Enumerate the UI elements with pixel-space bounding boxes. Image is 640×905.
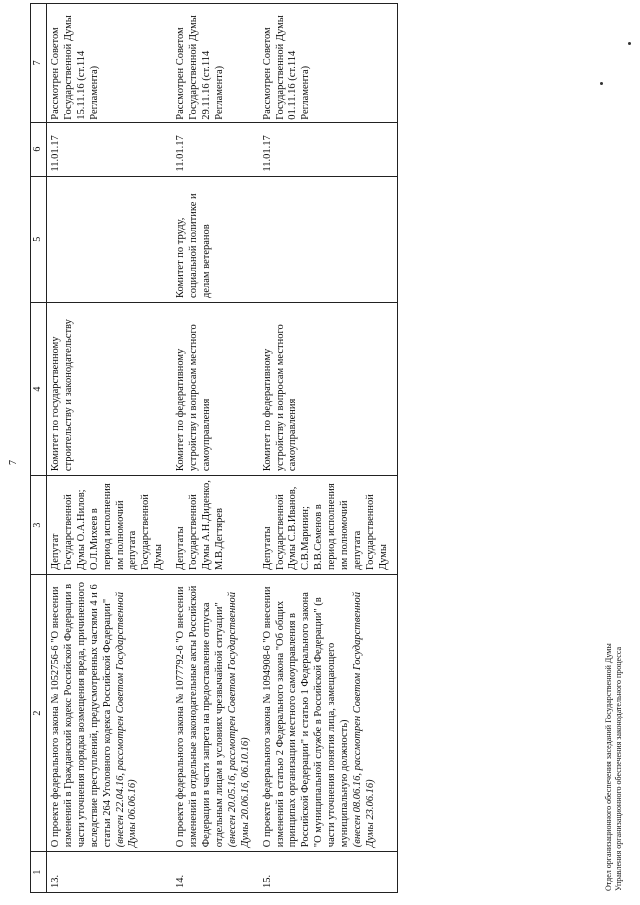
bill-status: Рассмотрен Советом Государственной Думы 01.11.16 (ст.114 Регламента) xyxy=(259,4,398,123)
bill-title: О проекте федерального закона № 1094908-6 "О внесении изменений в статью 2 Федерального закона "Об общих принципах организации местного самоуправления в Российской Федерации" и статью 1 Федерального закона "О муниципальной службе в Российской Федерации" (в части уточнения понятия лица, замещающего муниципальную должность) xyxy=(261,586,351,848)
column-header-4: 4 xyxy=(31,302,47,475)
column-header-3: 3 xyxy=(31,476,47,575)
table-row xyxy=(172,4,258,893)
responsible-committee: Комитет по государственному строительству и законодательству xyxy=(47,302,173,475)
bill-note: (внесен 20.05.16, рассмотрен Советом Государственной Думы 20.06.16, 06.10.16) xyxy=(226,592,251,848)
table-row xyxy=(259,4,398,893)
column-header-7: 7 xyxy=(31,4,47,123)
bill-authors: Депутаты Государственной Думы А.Н.Диденко, М.В.Дегтярев xyxy=(172,476,258,575)
bill-description xyxy=(259,575,398,852)
review-date: 11.01.17 xyxy=(259,122,398,176)
review-date: 11.01.17 xyxy=(47,122,173,176)
bill-note: (внесен 08.06.16, рассмотрен Советом Государственной Думы 23.06.16) xyxy=(351,592,376,848)
column-header-6: 6 xyxy=(31,122,47,176)
bill-status: Рассмотрен Советом Государственной Думы 15.11.16 (ст.114 Регламента) xyxy=(47,4,173,123)
column-header-2: 2 xyxy=(31,575,47,852)
bills-table xyxy=(30,3,398,893)
responsible-committee: Комитет по федеративному устройству и вопросам местного самоуправления xyxy=(172,302,258,475)
footer-line-2: Управления организационного обеспечения законодательного процесса xyxy=(614,646,624,891)
page-number: 7 xyxy=(8,460,19,465)
table-row xyxy=(47,4,173,893)
bill-description xyxy=(172,575,258,852)
row-number: 14. xyxy=(172,852,258,893)
bill-authors: Депутат Государственной Думы О.А.Нилов; О.Л.Михеев в период исполнения им полномочий депутата Государственной Думы xyxy=(47,476,173,575)
header-row xyxy=(31,4,47,893)
bill-description xyxy=(47,575,173,852)
row-number: 13. xyxy=(47,852,173,893)
responsible-committee: Комитет по федеративному устройству и вопросам местного самоуправления xyxy=(259,302,398,475)
column-header-1: 1 xyxy=(31,852,47,893)
column-header-5: 5 xyxy=(31,176,47,302)
bill-status: Рассмотрен Советом Государственной Думы 29.11.16 (ст.114 Регламента) xyxy=(172,4,258,123)
bill-title: О проекте федерального закона № 1077792-6 "О внесении изменений в отдельные законодательные акты Российской Федерации в части запрета на предоставление отпуска отдельным лицам в условиях чрезвычайной ситуации" xyxy=(175,585,225,848)
bill-authors: Депутаты Государственной Думы С.В.Иванов, С.В.Маринин; В.В.Семенов в период исполнения им полномочий депутата Государственной Думы xyxy=(259,476,398,575)
footer xyxy=(604,643,625,891)
co-committee xyxy=(47,176,173,302)
co-committee: Комитет по труду, социальной политике и делам ветеранов xyxy=(172,176,258,302)
bill-note: (внесен 22.04.16, рассмотрен Советом Государственной Думы 06.06.16) xyxy=(114,592,139,848)
footer-line-1: Отдел организационного обеспечения заседаний Государственной Думы xyxy=(604,643,613,891)
scan-speck xyxy=(628,42,631,45)
row-number: 15. xyxy=(259,852,398,893)
co-committee xyxy=(259,176,398,302)
review-date: 11.01.17 xyxy=(172,122,258,176)
bill-title: О проекте федерального закона № 1052756-6 "О внесении изменений в Гражданский кодекс Российской Федерации в части уточнения порядка возмещения вреда, причиненного вследствие преступлений, предусмотренных частями 4 и 6 статьи 264 Уголовного кодекса Российской Федерации" xyxy=(50,581,113,848)
scan-speck xyxy=(600,82,603,85)
